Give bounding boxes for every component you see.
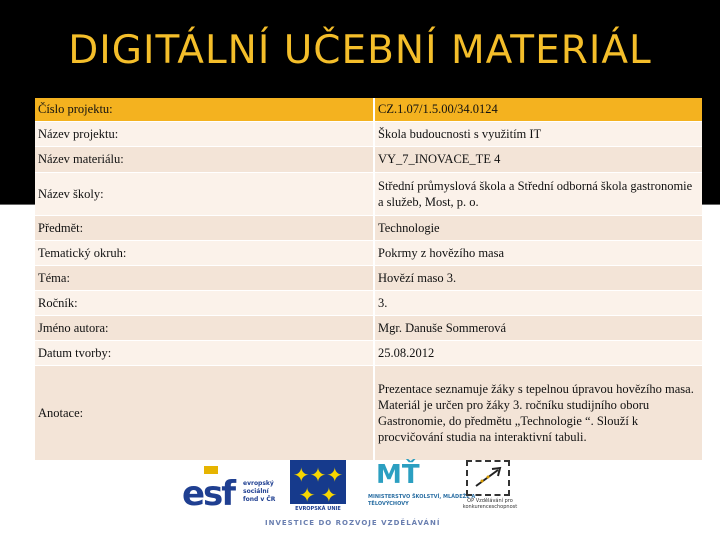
row-value: Hovězí maso 3. <box>374 266 702 291</box>
eu-caption: EVROPSKÁ UNIE <box>295 506 341 512</box>
row-label: Tematický okruh: <box>35 241 374 266</box>
row-label: Číslo projektu: <box>35 98 374 122</box>
esf-text: evropský sociální fond v ČR <box>243 480 276 503</box>
row-label: Název projektu: <box>35 122 374 147</box>
row-label: Předmět: <box>35 216 374 241</box>
table-row <box>35 122 702 147</box>
arrow-icon <box>474 466 504 488</box>
table-row <box>35 316 702 341</box>
eu-flag-logo <box>290 460 346 512</box>
page-title: DIGITÁLNÍ UČEBNÍ MATERIÁL <box>68 28 652 73</box>
esf-mark: esf <box>182 474 235 514</box>
row-value: Škola budoucnosti s využitím IT <box>374 122 702 147</box>
table-row <box>35 291 702 316</box>
table-row <box>35 266 702 291</box>
row-label: Ročník: <box>35 291 374 316</box>
row-value: Technologie <box>374 216 702 241</box>
row-label: Název školy: <box>35 173 374 216</box>
flag-icon <box>204 466 218 474</box>
row-value: 25.08.2012 <box>374 341 702 366</box>
table-row <box>35 98 702 122</box>
msmt-text: MINISTERSTVO ŠKOLSTVÍ, MLÁDEŽE A TĚLOVÝCHOVY <box>368 494 476 507</box>
esf-logo <box>180 460 280 514</box>
table-row <box>35 241 702 266</box>
op-logo <box>460 460 518 518</box>
table-row <box>35 173 702 216</box>
row-value: CZ.1.07/1.5.00/34.0124 <box>374 98 702 122</box>
op-text: OP Vzdělávání pro konkurenceschopnost <box>462 498 518 510</box>
footer-slogan: INVESTICE DO ROZVOJE VZDĚLÁVÁNÍ <box>265 519 441 527</box>
row-label: Datum tvorby: <box>35 341 374 366</box>
row-value: Pokrmy z hovězího masa <box>374 241 702 266</box>
eu-stars-icon: ✦✦✦ ✦ ✦ <box>292 465 344 507</box>
logo-strip <box>180 460 520 520</box>
table-row <box>35 366 702 461</box>
row-value: VY_7_INOVACE_TE 4 <box>374 147 702 173</box>
project-info-table <box>35 98 702 461</box>
row-value: Prezentace seznamuje žáky s tepelnou úpravou hovězího masa. Materiál je určen pro žáky 3. ročníku studijního oboru Gastronomie, do předmětu „Technologie “. Slouží k procvičování studia na interaktivní tabuli. <box>374 366 702 461</box>
table-row <box>35 147 702 173</box>
row-label: Název materiálu: <box>35 147 374 173</box>
table-row <box>35 216 702 241</box>
msmt-logo <box>368 460 476 512</box>
row-value: 3. <box>374 291 702 316</box>
row-value: Střední průmyslová škola a Střední odborná škola gastronomie a služeb, Most, p. o. <box>374 173 702 216</box>
table-row <box>35 341 702 366</box>
row-label: Anotace: <box>35 366 374 461</box>
msmt-mark-icon: ΜŤ <box>376 460 420 490</box>
row-label: Jméno autora: <box>35 316 374 341</box>
row-label: Téma: <box>35 266 374 291</box>
row-value: Mgr. Danuše Sommerová <box>374 316 702 341</box>
